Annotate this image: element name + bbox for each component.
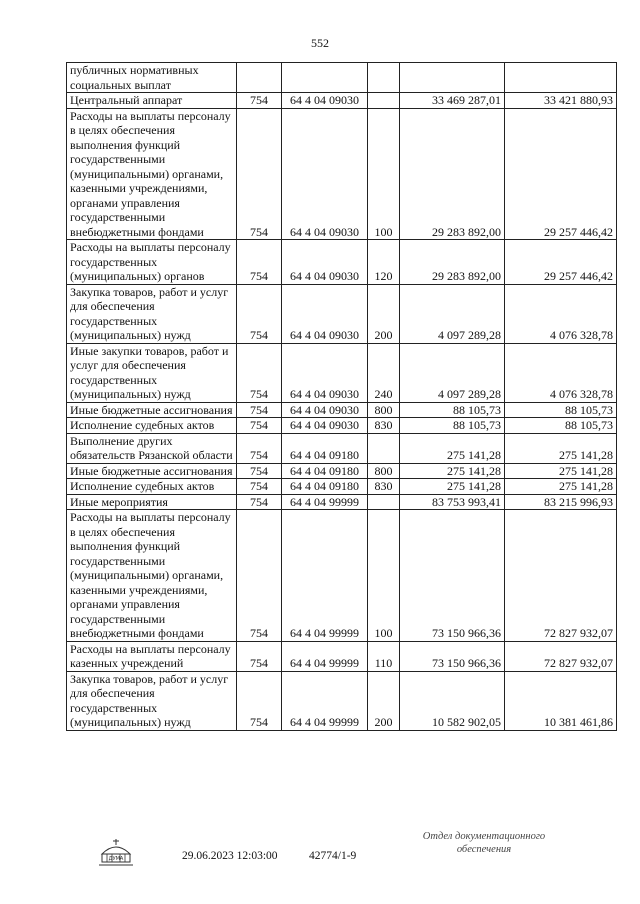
cell-ved: 754 (237, 433, 282, 463)
cell-name: Центральный аппарат (67, 93, 237, 109)
table-row (67, 63, 617, 93)
cell-csr: 64 4 04 09030 (282, 418, 368, 434)
cell-vr (368, 63, 400, 93)
cell-sum1: 88 105,73 (400, 402, 505, 418)
cell-csr: 64 4 04 09030 (282, 343, 368, 402)
cell-vr: 240 (368, 343, 400, 402)
cell-vr (368, 93, 400, 109)
cell-ved: 754 (237, 93, 282, 109)
cell-csr: 64 4 04 99999 (282, 641, 368, 671)
cell-sum1: 29 283 892,00 (400, 240, 505, 285)
table-row (67, 641, 617, 671)
cell-sum2: 275 141,28 (505, 463, 617, 479)
cell-sum2: 4 076 328,78 (505, 284, 617, 343)
cell-sum2: 88 105,73 (505, 418, 617, 434)
stamp-line-1: Отдел документационного (422, 831, 546, 842)
department-stamp (404, 830, 564, 856)
cell-sum2: 10 381 461,86 (505, 671, 617, 730)
cell-name: Иные закупки товаров, работ и услуг для обеспечения государственных (муниципальных) нужд (67, 343, 237, 402)
cell-name: Закупка товаров, работ и услуг для обеспечения государственных (муниципальных) нужд (67, 671, 237, 730)
cell-name: Расходы на выплаты персоналу в целях обеспечения выполнения функций государственными (муниципальными) органами, казенными учреждениями, органами управления государственными внебюджетными фондами (67, 510, 237, 642)
cell-csr: 64 4 04 09030 (282, 284, 368, 343)
table-row (67, 108, 617, 240)
cell-name: Расходы на выплаты персоналу государственных (муниципальных) органов (67, 240, 237, 285)
cell-name: Исполнение судебных актов (67, 479, 237, 495)
cell-ved (237, 63, 282, 93)
table-row (67, 494, 617, 510)
cell-sum2: 29 257 446,42 (505, 108, 617, 240)
cell-sum1: 4 097 289,28 (400, 343, 505, 402)
cell-name: Расходы на выплаты персоналу казенных учреждений (67, 641, 237, 671)
cell-sum2: 275 141,28 (505, 433, 617, 463)
cell-csr: 64 4 04 09180 (282, 479, 368, 495)
cell-sum1 (400, 63, 505, 93)
cell-vr: 830 (368, 418, 400, 434)
table-row (67, 479, 617, 495)
cell-ved: 754 (237, 510, 282, 642)
cell-name: Иные мероприятия (67, 494, 237, 510)
cell-vr: 200 (368, 284, 400, 343)
table-row (67, 402, 617, 418)
logo-text: ДУМА (108, 856, 124, 862)
cell-name: Выполнение других обязательств Рязанской области (67, 433, 237, 463)
table-row (67, 433, 617, 463)
cell-sum2: 83 215 996,93 (505, 494, 617, 510)
table-row (67, 93, 617, 109)
table-row (67, 240, 617, 285)
cell-sum1: 275 141,28 (400, 479, 505, 495)
cell-csr (282, 63, 368, 93)
cell-vr: 830 (368, 479, 400, 495)
cell-name: Расходы на выплаты персоналу в целях обеспечения выполнения функций государственными (муниципальными) органами, казенными учреждениями, органами управления государственными внебюджетными фондами (67, 108, 237, 240)
budget-table-body (67, 63, 617, 731)
cell-sum2 (505, 63, 617, 93)
cell-ved: 754 (237, 463, 282, 479)
cell-csr: 64 4 04 09030 (282, 402, 368, 418)
cell-sum2: 88 105,73 (505, 402, 617, 418)
cell-vr (368, 433, 400, 463)
cell-ved: 754 (237, 240, 282, 285)
table-row (67, 284, 617, 343)
cell-sum1: 29 283 892,00 (400, 108, 505, 240)
cell-sum1: 33 469 287,01 (400, 93, 505, 109)
duma-emblem-icon (94, 838, 138, 868)
footer-datetime: 29.06.2023 12:03:00 (182, 850, 278, 862)
cell-csr: 64 4 04 09030 (282, 93, 368, 109)
cell-name: Закупка товаров, работ и услуг для обеспечения государственных (муниципальных) нужд (67, 284, 237, 343)
cell-sum2: 33 421 880,93 (505, 93, 617, 109)
footer-doc-number: 42774/1-9 (309, 850, 357, 862)
cell-vr: 100 (368, 108, 400, 240)
cell-sum1: 275 141,28 (400, 433, 505, 463)
budget-table (66, 62, 617, 731)
cell-sum2: 29 257 446,42 (505, 240, 617, 285)
cell-ved: 754 (237, 402, 282, 418)
cell-sum1: 275 141,28 (400, 463, 505, 479)
cell-csr: 64 4 04 09030 (282, 240, 368, 285)
cell-vr: 120 (368, 240, 400, 285)
cell-ved: 754 (237, 343, 282, 402)
cell-sum2: 72 827 932,07 (505, 510, 617, 642)
cell-name: Иные бюджетные ассигнования (67, 463, 237, 479)
cell-name: Исполнение судебных актов (67, 418, 237, 434)
cell-vr: 110 (368, 641, 400, 671)
table-row (67, 671, 617, 730)
cell-ved: 754 (237, 641, 282, 671)
cell-csr: 64 4 04 99999 (282, 671, 368, 730)
cell-ved: 754 (237, 479, 282, 495)
cell-ved: 754 (237, 418, 282, 434)
table-row (67, 343, 617, 402)
cell-ved: 754 (237, 108, 282, 240)
cell-csr: 64 4 04 09030 (282, 108, 368, 240)
cell-vr: 100 (368, 510, 400, 642)
cell-sum1: 73 150 966,36 (400, 510, 505, 642)
cell-ved: 754 (237, 494, 282, 510)
cell-csr: 64 4 04 09180 (282, 463, 368, 479)
cell-csr: 64 4 04 99999 (282, 494, 368, 510)
cell-sum1: 88 105,73 (400, 418, 505, 434)
stamp-line-2: обеспечения (456, 844, 512, 855)
cell-vr: 800 (368, 463, 400, 479)
cell-csr: 64 4 04 09180 (282, 433, 368, 463)
cell-vr: 200 (368, 671, 400, 730)
cell-vr: 800 (368, 402, 400, 418)
table-row (67, 418, 617, 434)
cell-sum1: 10 582 902,05 (400, 671, 505, 730)
table-row (67, 510, 617, 642)
cell-sum2: 72 827 932,07 (505, 641, 617, 671)
cell-sum2: 4 076 328,78 (505, 343, 617, 402)
cell-name: публичных нормативных социальных выплат (67, 63, 237, 93)
cell-csr: 64 4 04 99999 (282, 510, 368, 642)
cell-sum1: 4 097 289,28 (400, 284, 505, 343)
cell-vr (368, 494, 400, 510)
cell-sum2: 275 141,28 (505, 479, 617, 495)
cell-ved: 754 (237, 284, 282, 343)
cell-sum1: 73 150 966,36 (400, 641, 505, 671)
cell-ved: 754 (237, 671, 282, 730)
cell-sum1: 83 753 993,41 (400, 494, 505, 510)
table-row (67, 463, 617, 479)
page-number: 552 (311, 36, 329, 50)
cell-name: Иные бюджетные ассигнования (67, 402, 237, 418)
